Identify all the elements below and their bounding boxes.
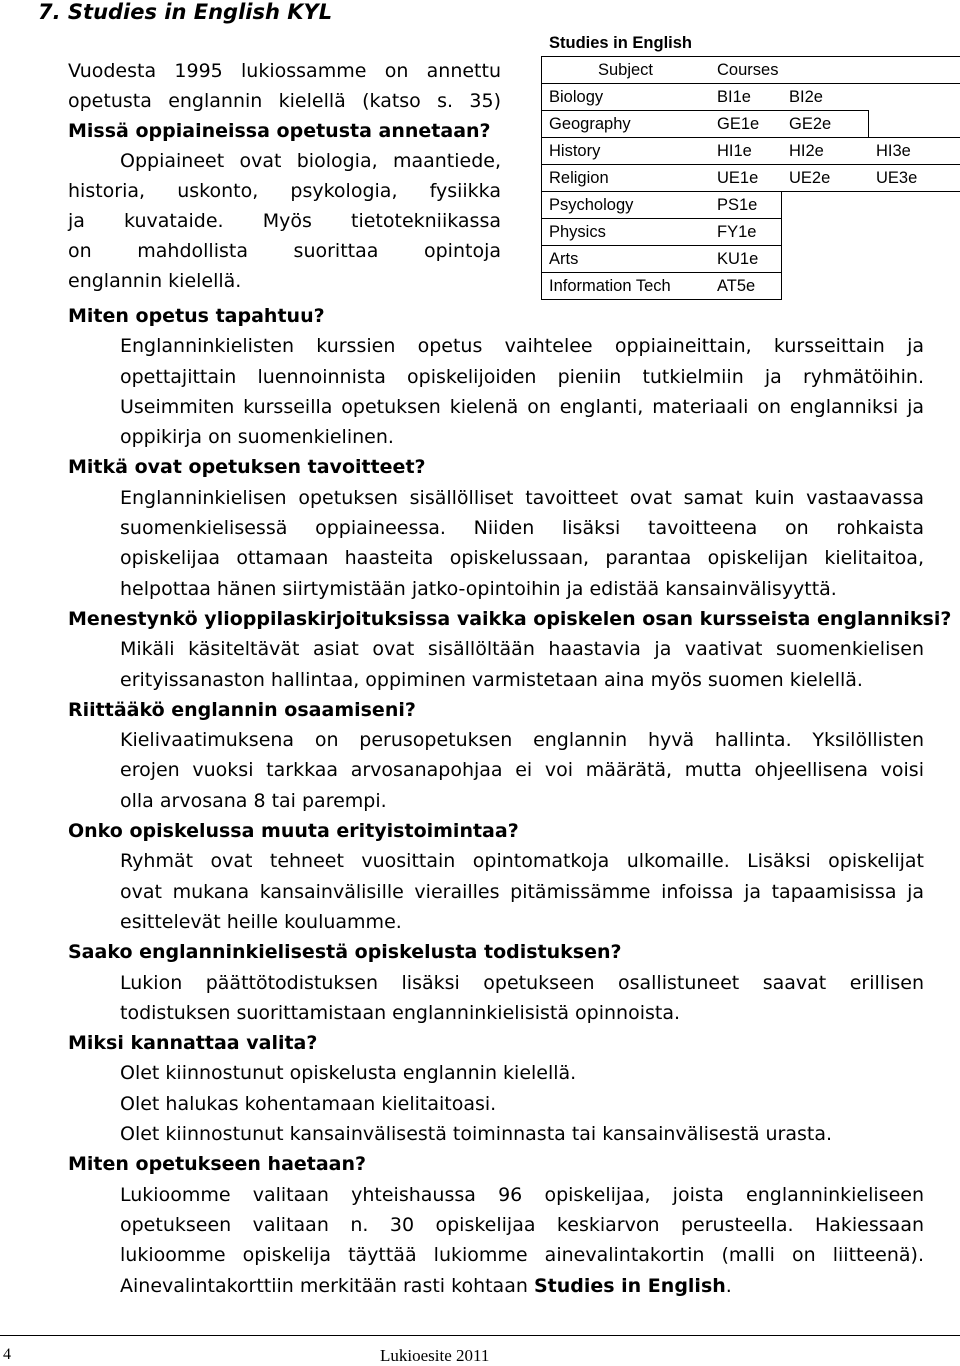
answer-line: opettajittain luennoinnista opiskelijoiden pieniin tutkielmiin ja ryhmätöihin. [68, 362, 924, 392]
answer-line: erityissanaston hallintaa, oppiminen varmistetaan aina myös suomen kielellä. [68, 665, 924, 695]
question-heading: Riittääkö englannin osaamiseni? [68, 695, 924, 725]
table-row [542, 165, 960, 192]
course-cell: BI1e [710, 84, 782, 111]
intro-answer-line: historia, uskonto, psykologia, fysiikka [68, 176, 501, 206]
question-heading: Miten opetus tapahtuu? [68, 301, 924, 331]
course-cell: GE1e [710, 111, 782, 138]
empty-cell [782, 273, 869, 300]
course-cell: HI3e [869, 138, 960, 165]
footer-divider [0, 1335, 960, 1336]
subject-cell: Religion [542, 165, 710, 192]
footer-text: Lukioesite 2011 [380, 1346, 489, 1366]
table-row [542, 219, 960, 246]
subject-cell: Physics [542, 219, 710, 246]
answer-line: esittelevät heille kouluamme. [68, 907, 924, 937]
question-heading: Mitkä ovat opetuksen tavoitteet? [68, 452, 924, 482]
course-cell: FY1e [710, 219, 782, 246]
page-number: 4 [3, 1346, 11, 1364]
course-cell: HI2e [782, 138, 869, 165]
intro-answer-line: englannin kielellä. [68, 266, 241, 296]
table-header-row [542, 57, 960, 84]
answer-line: opetukseen valitaan n. 30 opiskelijaa keskiarvon perusteella. Hakiessaan [68, 1210, 924, 1240]
course-cell: GE2e [782, 111, 869, 138]
table-row [542, 138, 960, 165]
intro-line: Vuodesta 1995 lukiossamme on annettu [68, 56, 501, 86]
answer-line: Useimmiten kursseilla opetuksen kielenä on englanti, materiaali on englanniksi ja [68, 392, 924, 422]
empty-cell [869, 84, 960, 111]
empty-cell [869, 273, 960, 300]
answer-line: Englanninkielisen opetuksen sisällölliset tavoitteet ovat samat kuin vastaavassa [68, 483, 924, 513]
answer-line: Kielivaatimuksena on perusopetuksen englannin hyvä hallinta. Yksilöllisten [68, 725, 924, 755]
qa-section [68, 329, 924, 1301]
question-heading: Onko opiskelussa muuta erityistoimintaa? [68, 816, 924, 846]
intro-question: Missä oppiaineissa opetusta annetaan? [68, 116, 491, 146]
question-heading: Saako englanninkielisestä opiskelusta todistuksen? [68, 937, 924, 967]
intro-answer-line: ja kuvataide. Myös tietotekniikassa [68, 206, 501, 236]
answer-line: oppikirja on suomenkielinen. [68, 422, 924, 452]
empty-cell [869, 246, 960, 273]
answer-line: opiskelijaa ottamaan haasteita opiskelussaan, parantaa opiskelijan kielitaitoa, [68, 543, 924, 573]
course-cell: AT5e [710, 273, 782, 300]
emphasis-text: Studies in English [534, 1275, 726, 1297]
intro-answer-line: on mahdollista suorittaa opintoja [68, 236, 501, 266]
empty-cell [869, 111, 960, 138]
answer-line: Englanninkielisten kurssien opetus vaihtelee oppiaineittain, kursseittain ja [68, 331, 924, 361]
section-title: 7. Studies in English KYL [38, 0, 332, 26]
subject-cell: Geography [542, 111, 710, 138]
answer-line: olla arvosana 8 tai parempi. [68, 786, 924, 816]
header-empty [782, 57, 869, 84]
answer-line: Lukioomme valitaan yhteishaussa 96 opiskelijaa, joista englanninkieliseen [68, 1180, 924, 1210]
empty-cell [782, 246, 869, 273]
course-cell: HI1e [710, 138, 782, 165]
table-row [542, 111, 960, 138]
empty-cell [782, 192, 869, 219]
subject-cell: Information Tech [542, 273, 710, 300]
intro-line: opetusta englannin kielellä (katso s. 35) [68, 86, 501, 116]
answer-line: Lukion päättötodistuksen lisäksi opetukseen osallistuneet saavat erillisen [68, 968, 924, 998]
table-row [542, 246, 960, 273]
header-courses: Courses [710, 57, 782, 84]
courses-table [541, 30, 960, 300]
subject-cell: Psychology [542, 192, 710, 219]
course-cell: PS1e [710, 192, 782, 219]
answer-line: erojen vuoksi tarkkaa arvosanapohjaa ei voi määrätä, mutta ohjeellisena voisi [68, 755, 924, 785]
courses-grid [541, 56, 960, 300]
table-row [542, 273, 960, 300]
empty-cell [869, 192, 960, 219]
answer-line: Olet halukas kohentamaan kielitaitoasi. [68, 1089, 924, 1119]
answer-line: suomenkielisessä oppiaineessa. Niiden lisäksi tavoitteena on rohkaista [68, 513, 924, 543]
course-cell: UE1e [710, 165, 782, 192]
question-heading: Miten opetukseen haetaan? [68, 1149, 924, 1179]
subject-cell: History [542, 138, 710, 165]
course-cell: BI2e [782, 84, 869, 111]
course-cell: UE3e [869, 165, 960, 192]
intro-answer-line: Oppiaineet ovat biologia, maantiede, [120, 146, 501, 176]
subject-cell: Biology [542, 84, 710, 111]
empty-cell [782, 219, 869, 246]
question-heading: Miksi kannattaa valita? [68, 1028, 924, 1058]
table-row [542, 192, 960, 219]
header-subject: Subject [542, 57, 710, 84]
answer-line: Olet kiinnostunut kansainvälisestä toiminnasta tai kansainvälisestä urasta. [68, 1119, 924, 1149]
empty-cell [869, 219, 960, 246]
course-cell: KU1e [710, 246, 782, 273]
answer-line: Ryhmät ovat tehneet vuosittain opintomatkoja ulkomaille. Lisäksi opiskelijat [68, 846, 924, 876]
table-caption: Studies in English [541, 30, 960, 56]
answer-line: Ainevalintakorttiin merkitään rasti kohtaan Studies in English. [68, 1271, 924, 1301]
answer-line: Olet kiinnostunut opiskelusta englannin kielellä. [68, 1058, 924, 1088]
answer-line: Mikäli käsiteltävät asiat ovat sisällöltään haastavia ja vaativat suomenkielisen [68, 634, 924, 664]
answer-line: helpottaa hänen siirtymistään jatko-opintoihin ja edistää kansainvälisyyttä. [68, 574, 924, 604]
question-heading: Menestynkö ylioppilaskirjoituksissa vaikka opiskelen osan kursseista englanniksi? [68, 604, 924, 634]
answer-line: ovat mukana kansainvälisille vierailles pitämissämme infoissa ja tapaamisissa ja [68, 877, 924, 907]
answer-line: lukioomme opiskelija täyttää lukiomme ainevalintakortin (malli on liitteenä). [68, 1240, 924, 1270]
answer-line: todistuksen suorittamistaan englanninkielisistä opinnoista. [68, 998, 924, 1028]
table-row [542, 84, 960, 111]
course-cell: UE2e [782, 165, 869, 192]
subject-cell: Arts [542, 246, 710, 273]
header-empty [869, 57, 960, 84]
